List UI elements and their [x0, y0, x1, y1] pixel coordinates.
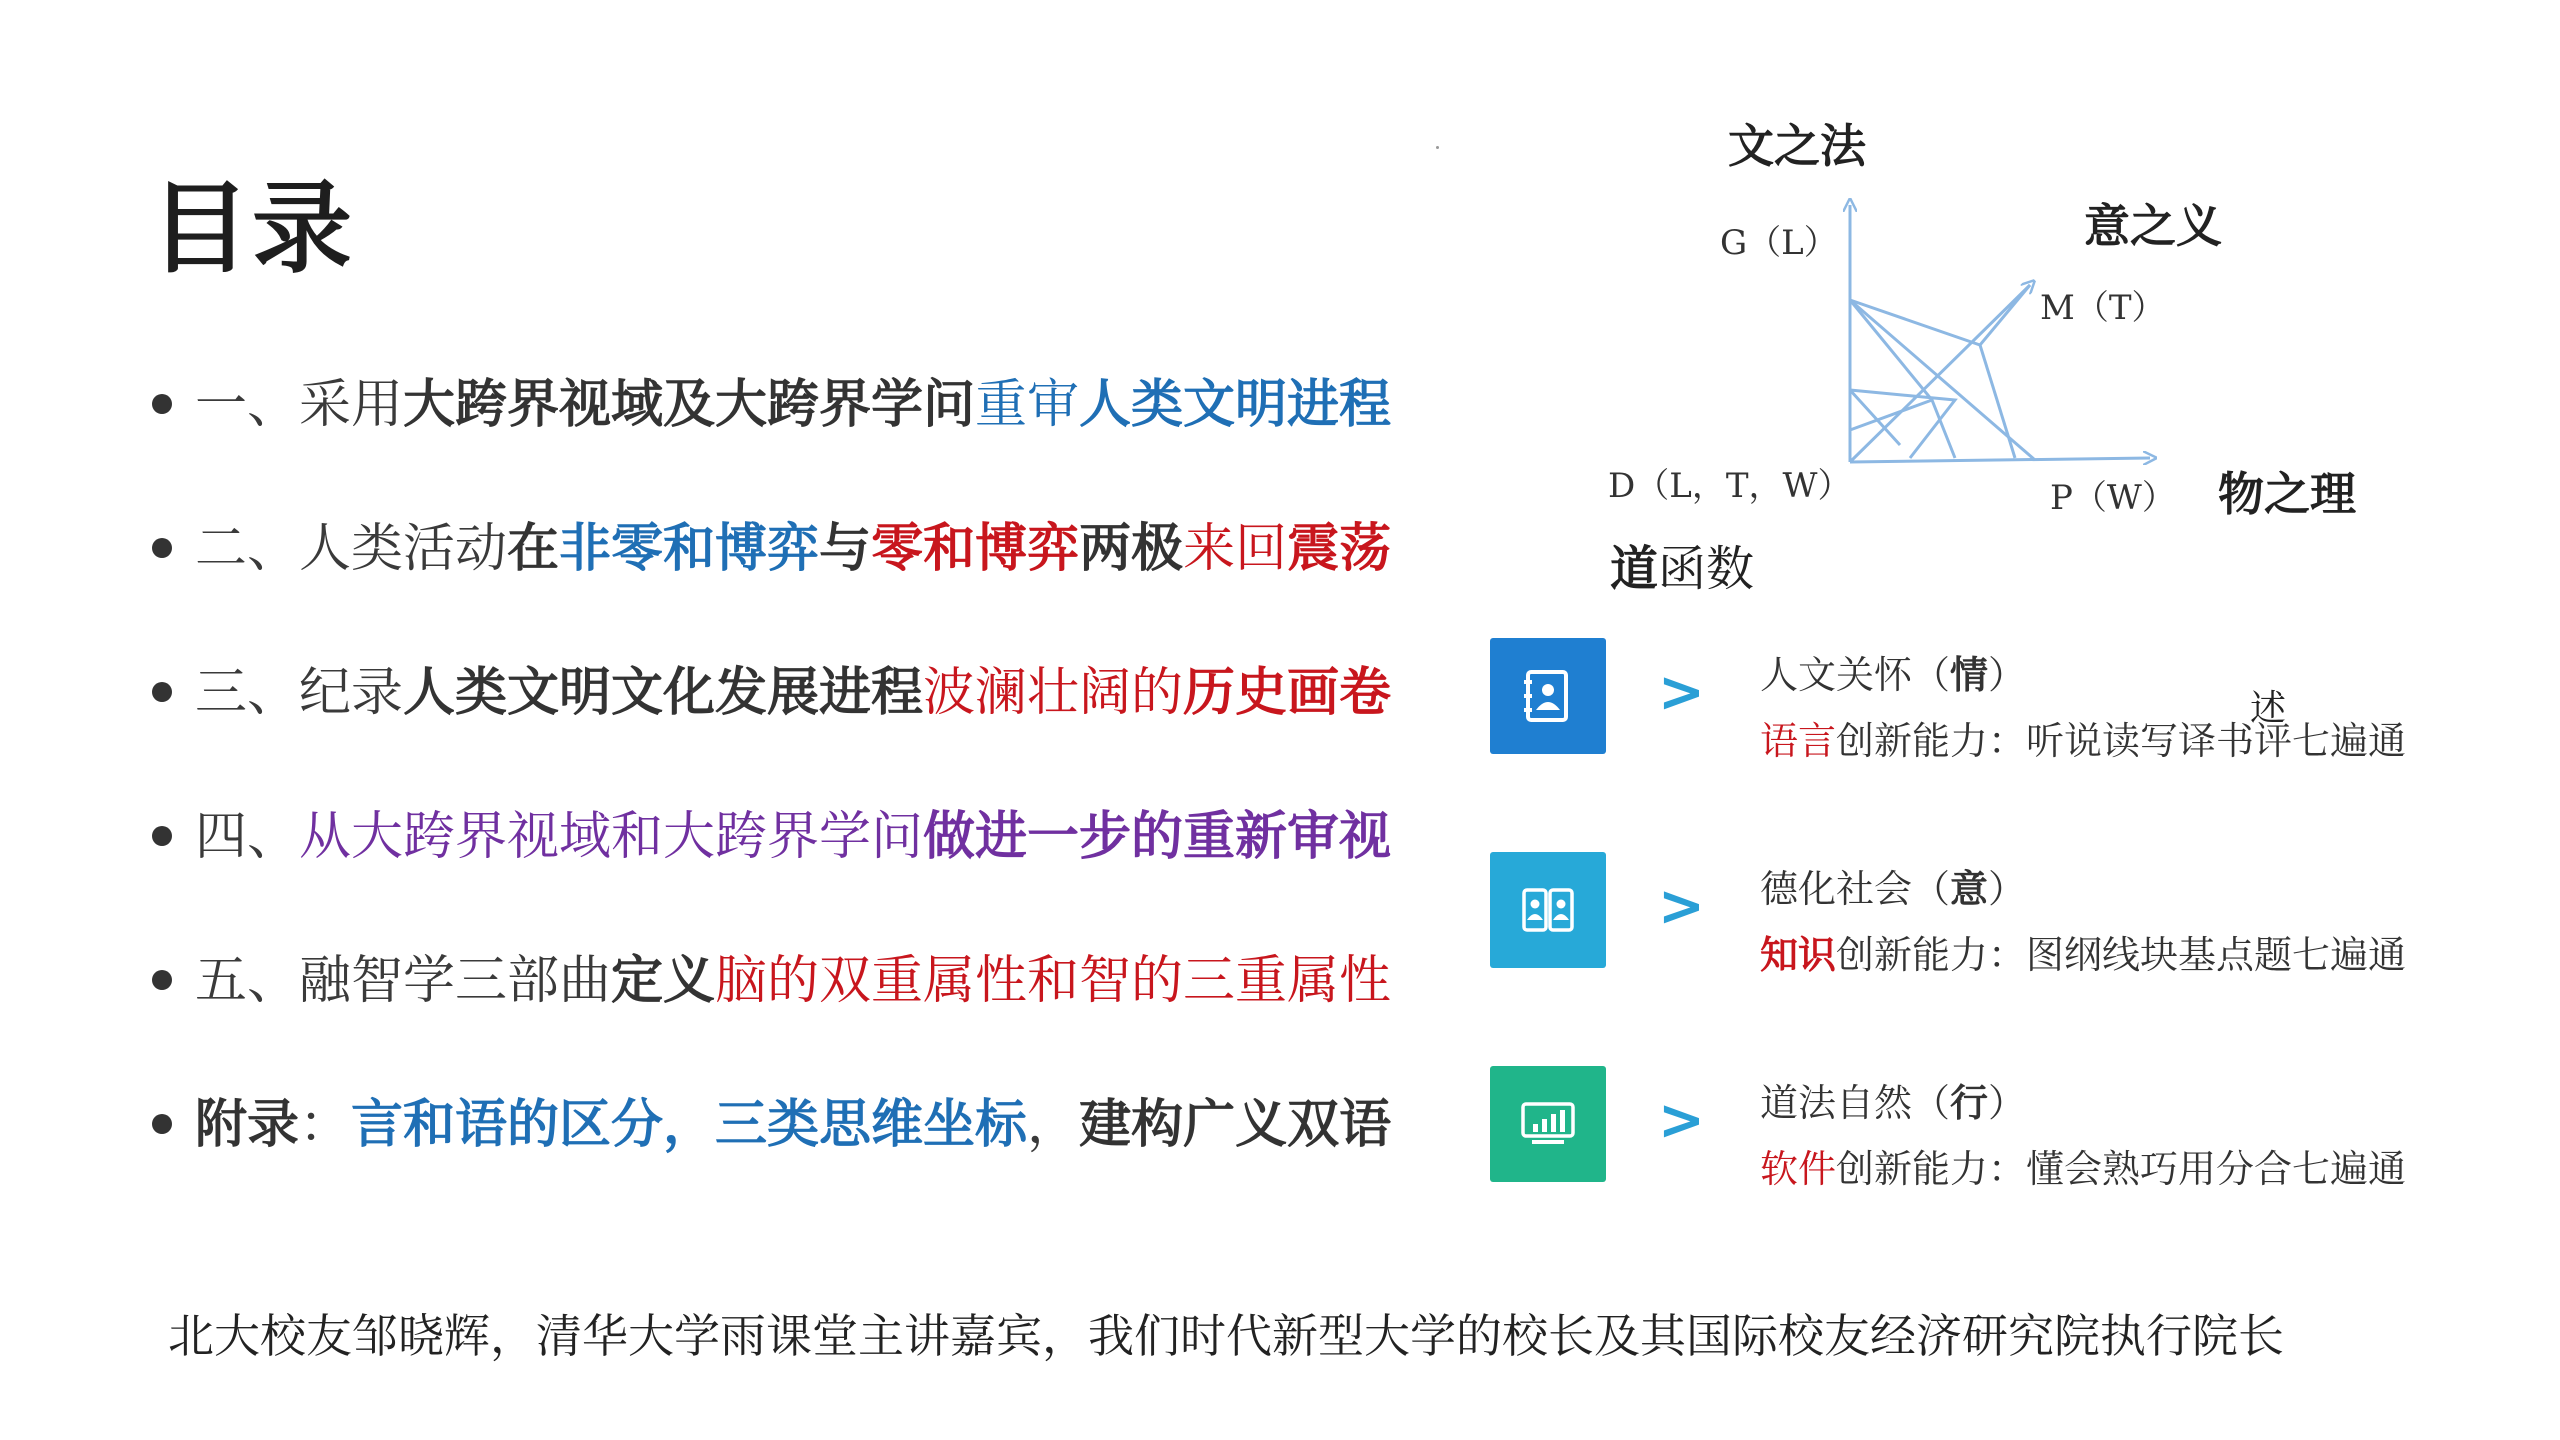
ability-title-text: 道法自然（ [1760, 1081, 1951, 1125]
bullet-dot [152, 970, 172, 990]
toc-text-segment: 言和语的区分，三类思维坐标 [351, 1095, 1028, 1155]
axis-label-p: P（W） [2050, 478, 2176, 518]
bullet-dot [152, 1114, 172, 1134]
ability-title-key: 情 [1950, 653, 1989, 697]
ability-title-text: 德化社会（ [1760, 867, 1951, 911]
toc-text-segment: 二、人类活动 [195, 519, 508, 579]
corner-label-wu: 物之理 [2218, 467, 2356, 521]
bullet-dot [152, 682, 172, 702]
toc-text-segment: 从大跨界视域和大跨界学问 [299, 807, 924, 867]
p-axis [1850, 458, 2150, 462]
ability-row [1490, 638, 2490, 763]
ability-title-end: ） [1988, 1081, 2027, 1125]
ability-description [1760, 710, 2406, 765]
people-cards-icon [1490, 852, 1606, 968]
ability-desc-text: 创新能力：听说读写译书评七遍通 [1836, 719, 2407, 763]
ability-key-term: 软件 [1760, 1147, 1837, 1191]
bullet-dot [152, 394, 172, 414]
chevron-right-icon: > [1658, 660, 1705, 725]
toc-text-segment: 大跨界视域及大跨界学问 [403, 375, 976, 435]
ability-title [1760, 644, 2026, 699]
toc-item-text [195, 658, 1391, 728]
toc-text-segment: ： [299, 1095, 352, 1155]
toc-text-segment: 定义 [611, 951, 716, 1011]
corner-label-yi: 意之义 [2084, 199, 2222, 253]
toc-item-text [195, 1090, 1391, 1160]
toc-item [150, 370, 1420, 514]
toc-item [150, 514, 1420, 658]
toc-text-segment: 来回 [1183, 519, 1288, 579]
ability-row [1490, 852, 2490, 977]
ability-title-end: ） [1988, 867, 2027, 911]
toc-item [150, 946, 1420, 1090]
toc-item [150, 658, 1420, 802]
dao-bold: 道 [1610, 541, 1659, 597]
toc-item-text [195, 802, 1391, 872]
stray-note-char: 述 [2250, 688, 2287, 729]
toc-text-segment: 四、 [195, 807, 300, 867]
corner-label-wen: 文之法 [1728, 119, 1866, 173]
ability-title [1760, 858, 2026, 913]
address-book-icon [1490, 638, 1606, 754]
toc-text-segment: 波澜壮阔的 [923, 663, 1184, 723]
toc-item [150, 802, 1420, 946]
toc-text-segment: 历史画卷 [1183, 663, 1392, 723]
table-of-contents [150, 370, 1420, 1234]
stray-dot [1436, 146, 1439, 149]
toc-item-text [195, 946, 1391, 1016]
dao-function-label [1610, 530, 1754, 599]
m-axis [1850, 285, 2030, 462]
axis-label-d: D（L，T，W） [1608, 466, 1852, 506]
toc-text-segment: 震荡 [1287, 519, 1392, 579]
toc-item-text [195, 514, 1391, 584]
toc-text-segment: 人类文明进程 [1079, 375, 1392, 435]
toc-text-segment: 零和博弈 [871, 519, 1080, 579]
ability-title [1760, 1072, 2026, 1127]
toc-text-segment: 人类文明文化发展进程 [403, 663, 924, 723]
toc-text-segment: ， [1027, 1095, 1080, 1155]
ability-desc-text: 创新能力：图纲线块基点题七遍通 [1836, 933, 2407, 977]
toc-text-segment: 两极 [1079, 519, 1184, 579]
toc-text-segment: 五、融智学三部曲 [195, 951, 612, 1011]
bullet-dot [152, 538, 172, 558]
chevron-right-icon: > [1658, 1088, 1705, 1153]
page-title: 目录 [150, 170, 354, 287]
toc-text-segment: 三、纪录 [195, 663, 404, 723]
ability-desc-text: 创新能力：懂会熟巧用分合七遍通 [1836, 1147, 2407, 1191]
ability-row [1490, 1066, 2490, 1191]
chevron-right-icon: > [1658, 874, 1705, 939]
toc-text-segment: 重审 [975, 375, 1080, 435]
ability-key-term: 知识 [1760, 933, 1837, 977]
toc-text-segment: 附录 [195, 1095, 300, 1155]
author-footer: 北大校友邹晓辉，清华大学雨课堂主讲嘉宾，我们时代新型大学的校长及其国际校友经济研究院执行院长 [168, 1309, 2284, 1363]
axis-label-g: G（L） [1720, 223, 1838, 263]
ability-title-text: 人文关怀（ [1760, 653, 1951, 697]
toc-text-segment: 脑的双重属性和智的三重属性 [715, 951, 1392, 1011]
ability-title-end: ） [1988, 653, 2027, 697]
toc-text-segment: 一、采用 [195, 375, 404, 435]
toc-text-segment: 做进一步的重新审视 [923, 807, 1392, 867]
toc-text-segment: 建构广义双语 [1079, 1095, 1392, 1155]
toc-text-segment: 在 [507, 519, 560, 579]
toc-item-text [195, 370, 1391, 440]
toc-item [150, 1090, 1420, 1234]
three-axis-diagram [1580, 100, 2480, 620]
toc-text-segment: 与 [819, 519, 872, 579]
bullet-dot [152, 826, 172, 846]
axis-label-m: M（T） [2040, 288, 2166, 328]
monitor-chart-icon [1490, 1066, 1606, 1182]
ability-description [1760, 1138, 2406, 1193]
dao-rest: 函数 [1658, 541, 1755, 597]
ability-title-key: 意 [1950, 867, 1989, 911]
toc-text-segment: 非零和博弈 [559, 519, 820, 579]
ability-title-key: 行 [1950, 1081, 1989, 1125]
ability-key-term: 语言 [1760, 719, 1837, 763]
ability-description [1760, 924, 2406, 979]
